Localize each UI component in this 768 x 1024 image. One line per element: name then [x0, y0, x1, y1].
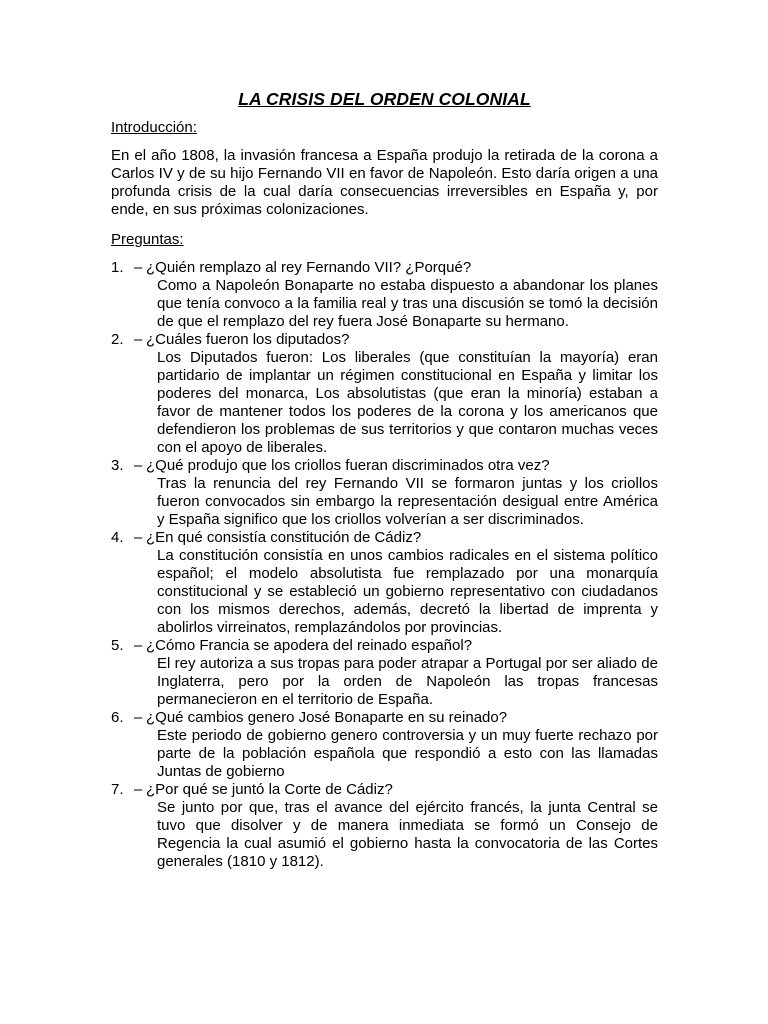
question-dash: –	[134, 529, 143, 546]
intro-heading: Introducción:	[111, 119, 197, 136]
question-dash: –	[134, 709, 143, 726]
question-line	[111, 781, 658, 799]
question-line	[111, 331, 658, 349]
question-number: 4.	[111, 529, 124, 546]
question-number: 7.	[111, 781, 124, 798]
question-dash: –	[134, 781, 143, 798]
document-page	[111, 88, 658, 871]
question-line	[111, 259, 658, 277]
question-text: ¿Cuáles fueron los diputados?	[146, 331, 350, 348]
answer-text: La constitución consistía en unos cambios radicales en el sistema político español; el modelo absolutista fue remplazado por una monarquía constitucional y se estableció un gobierno representativo con ciudadanos con los mismos derechos, además, decretó la libertad de imprenta y abolirlos virreinatos, remplazándolos por provincias.	[157, 547, 658, 636]
question-item	[111, 457, 658, 529]
question-line	[111, 709, 658, 727]
question-item	[111, 637, 658, 709]
question-line	[111, 637, 658, 655]
question-number: 5.	[111, 637, 124, 654]
answer-text: Tras la renuncia del rey Fernando VII se formaron juntas y los criollos fueron convocados sin embargo la representación desigual entre América y España significo que los criollos volverían a ser discriminados.	[157, 475, 658, 528]
question-item	[111, 529, 658, 637]
question-text: ¿Qué cambios genero José Bonaparte en su reinado?	[146, 709, 508, 726]
answer-text: El rey autoriza a sus tropas para poder atrapar a Portugal por ser aliado de Inglaterra, pero por la orden de Napoleón las tropas francesas permanecieron en el territorio de España.	[157, 655, 658, 708]
answer-text: Como a Napoleón Bonaparte no estaba dispuesto a abandonar los planes que tenía convoco a la familia real y tras una discusión se tomó la decisión de que el remplazo del rey fuera José Bonaparte su hermano.	[157, 277, 658, 330]
question-text: ¿Qué produjo que los criollos fueran discriminados otra vez?	[146, 457, 550, 474]
answer-text: Los Diputados fueron: Los liberales (que constituían la mayoría) eran partidario de implantar un régimen constitucional en España y limitar los poderes del monarca, Los absolutistas (que eran la minoría) estaban a favor de mantener todos los poderes de la corona y los americanos que defendieron los problemas de sus territorios y que contaron muchas veces con el apoyo de liberales.	[157, 349, 658, 456]
question-dash: –	[134, 457, 143, 474]
answer-text: Se junto por que, tras el avance del ejército francés, la junta Central se tuvo que disolver y de manera inmediata se formó un Consejo de Regencia la cual asumió el gobierno hasta la convocatoria de las Cortes generales (1810 y 1812).	[157, 799, 658, 870]
question-item	[111, 259, 658, 331]
question-item	[111, 709, 658, 781]
question-text: ¿Quién remplazo al rey Fernando VII? ¿Porqué?	[146, 259, 472, 276]
questions-heading: Preguntas:	[111, 231, 184, 248]
question-item	[111, 781, 658, 871]
intro-paragraph: En el año 1808, la invasión francesa a España produjo la retirada de la corona a Carlos IV y de su hijo Fernando VII en favor de Napoleón. Esto daría origen a una profunda crisis de la cual daría consecuencias irreversibles en España y, por ende, en sus próximas colonizaciones.	[111, 147, 658, 218]
question-line	[111, 529, 658, 547]
questions-list	[111, 259, 658, 871]
question-number: 1.	[111, 259, 124, 276]
question-number: 2.	[111, 331, 124, 348]
question-text: ¿Cómo Francia se apodera del reinado español?	[146, 637, 473, 654]
answer-text: Este periodo de gobierno genero controversia y un muy fuerte rechazo por parte de la población española que respondió a esto con las llamadas Juntas de gobierno	[157, 727, 658, 780]
question-number: 3.	[111, 457, 124, 474]
question-text: ¿Por qué se juntó la Corte de Cádiz?	[146, 781, 393, 798]
question-line	[111, 457, 658, 475]
question-dash: –	[134, 637, 143, 654]
question-text: ¿En qué consistía constitución de Cádiz?	[146, 529, 422, 546]
document-title: LA CRISIS DEL ORDEN COLONIAL	[238, 89, 531, 109]
question-number: 6.	[111, 709, 124, 726]
question-item	[111, 331, 658, 457]
question-dash: –	[134, 259, 143, 276]
question-dash: –	[134, 331, 143, 348]
